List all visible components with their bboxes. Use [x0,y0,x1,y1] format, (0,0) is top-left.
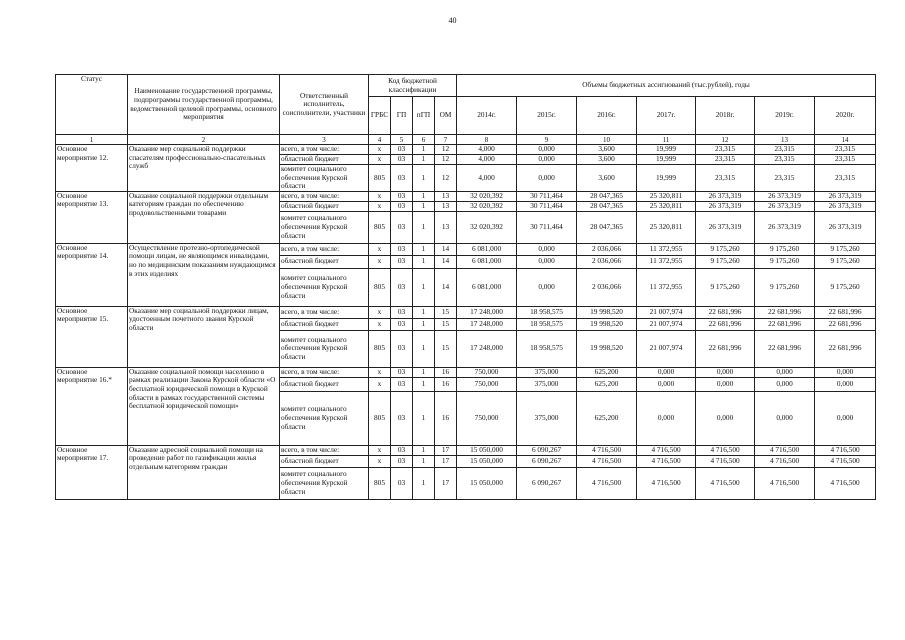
budget-value: 17 248,000 [457,318,517,330]
budget-value: 4 716,500 [637,445,696,455]
row-status: Основное мероприятие 13. [56,191,128,243]
budget-value: 3,600 [577,145,637,155]
budget-value: 19,999 [637,165,696,192]
budget-value: 17 248,000 [457,306,517,318]
code-om: 14 [435,268,457,306]
header-grbs: ГРБС [369,97,391,135]
budget-value: 0,000 [517,243,577,255]
code-om: 15 [435,318,457,330]
budget-value: 9 175,260 [815,268,876,306]
row-activity-name: Оказание социальной помощи населению в рамках реализации Закона Курской области «О бесплатной юридической помощи в Курской области в рамках государственной системы бесплатной юридической помощи» [128,367,280,445]
code-pgp: 1 [413,330,435,367]
code-grbs: х [369,377,391,391]
row-funding-source: всего, в том числе: [280,306,369,318]
budget-value: 11 372,955 [637,243,696,255]
budget-value: 625,200 [577,391,637,445]
budget-value: 0,000 [815,377,876,391]
code-pgp: 1 [413,201,435,211]
budget-value: 18 958,575 [517,330,577,367]
budget-value: 30 711,464 [517,191,577,201]
row-funding-source: комитет социального обеспечения Курской области [280,165,369,192]
code-om: 13 [435,211,457,243]
budget-value: 2 036,066 [577,243,637,255]
budget-value: 26 373,319 [755,211,815,243]
budget-value: 22 681,996 [696,330,755,367]
budget-value: 4,000 [457,155,517,165]
budget-value: 0,000 [815,367,876,377]
budget-value: 0,000 [815,391,876,445]
budget-value: 6 081,000 [457,268,517,306]
budget-value: 375,000 [517,367,577,377]
code-om: 17 [435,445,457,455]
row-funding-source: областной бюджет [280,155,369,165]
code-pgp: 1 [413,318,435,330]
code-gp: 03 [391,377,413,391]
code-gp: 03 [391,145,413,155]
code-grbs: 805 [369,165,391,192]
code-pgp: 1 [413,268,435,306]
budget-value: 2 036,066 [577,268,637,306]
code-om: 15 [435,306,457,318]
code-gp: 03 [391,243,413,255]
budget-value: 28 047,365 [577,211,637,243]
page-number: 40 [448,16,457,25]
budget-value: 32 020,392 [457,211,517,243]
row-funding-source: комитет социального обеспечения Курской области [280,211,369,243]
row-status: Основное мероприятие 16.* [56,367,128,445]
code-gp: 03 [391,155,413,165]
row-activity-name: Оказание адресной социальной помощи на проведение работ по газификации жилья отдельным категориям граждан [128,445,280,499]
code-pgp: 1 [413,467,435,499]
header-year: 2015г. [517,97,577,135]
budget-value: 25 320,811 [637,191,696,201]
budget-value: 15 050,000 [457,467,517,499]
code-pgp: 1 [413,391,435,445]
budget-value: 11 372,955 [637,268,696,306]
budget-value: 375,000 [517,377,577,391]
code-om: 14 [435,255,457,268]
row-funding-source: областной бюджет [280,455,369,467]
code-pgp: 1 [413,145,435,155]
budget-value: 4 716,500 [815,445,876,455]
row-funding-source: комитет социального обеспечения Курской области [280,467,369,499]
code-pgp: 1 [413,306,435,318]
row-status: Основное мероприятие 15. [56,306,128,367]
column-number: 7 [435,135,457,145]
code-grbs: х [369,243,391,255]
header-year: 2017г. [637,97,696,135]
code-om: 16 [435,377,457,391]
budget-value: 9 175,260 [755,243,815,255]
budget-value: 625,200 [577,367,637,377]
row-activity-name: Осуществление протезно-ортопедической помощи лицам, не являющимся инвалидами, но по медицинским показаниям нуждающимся в этих изделиях [128,243,280,306]
budget-value: 0,000 [696,367,755,377]
budget-value: 4 716,500 [577,455,637,467]
budget-value: 0,000 [517,145,577,155]
budget-value: 625,200 [577,377,637,391]
row-funding-source: всего, в том числе: [280,445,369,455]
code-om: 15 [435,330,457,367]
code-grbs: 805 [369,467,391,499]
budget-value: 22 681,996 [696,306,755,318]
code-om: 12 [435,145,457,155]
code-grbs: х [369,155,391,165]
code-gp: 03 [391,330,413,367]
code-gp: 03 [391,318,413,330]
row-funding-source: комитет социального обеспечения Курской области [280,268,369,306]
row-funding-source: всего, в том числе: [280,145,369,155]
column-number: 4 [369,135,391,145]
budget-value: 0,000 [517,155,577,165]
budget-value: 4 716,500 [577,445,637,455]
budget-value: 21 007,974 [637,318,696,330]
budget-value: 21 007,974 [637,330,696,367]
code-pgp: 1 [413,377,435,391]
budget-value: 6 090,267 [517,467,577,499]
row-funding-source: областной бюджет [280,377,369,391]
budget-value: 19,999 [637,145,696,155]
budget-value: 23,315 [815,165,876,192]
budget-value: 750,000 [457,391,517,445]
budget-value: 0,000 [755,377,815,391]
header-volumes: Объемы бюджетных ассигнований (тыс.рублей), годы [457,75,876,97]
code-om: 16 [435,391,457,445]
budget-value: 15 050,000 [457,455,517,467]
row-activity-name: Оказание мер социальной поддержки спасателям профессионально-спасательных служб [128,145,280,192]
table-row [56,191,876,201]
column-number: 3 [280,135,369,145]
header-name: Наименование государственной программы, подпрограммы государственной программы, ведомственной целевой программы, основного мероприятия [128,75,280,135]
code-pgp: 1 [413,155,435,165]
budget-value: 18 958,575 [517,306,577,318]
budget-value: 4,000 [457,145,517,155]
budget-value: 9 175,260 [755,255,815,268]
header-gp: ГП [391,97,413,135]
budget-value: 4 716,500 [815,467,876,499]
column-number: 13 [755,135,815,145]
budget-value: 750,000 [457,367,517,377]
budget-value: 9 175,260 [696,243,755,255]
budget-value: 4 716,500 [755,455,815,467]
code-gp: 03 [391,191,413,201]
header-year: 2016г. [577,97,637,135]
budget-value: 23,315 [755,165,815,192]
budget-value: 6 090,267 [517,445,577,455]
budget-table [55,74,876,500]
column-number: 8 [457,135,517,145]
code-om: 17 [435,455,457,467]
code-grbs: х [369,255,391,268]
column-number: 11 [637,135,696,145]
budget-value: 19 998,520 [577,318,637,330]
budget-value: 23,315 [755,155,815,165]
budget-value: 25 320,811 [637,211,696,243]
budget-value: 9 175,260 [696,268,755,306]
code-grbs: х [369,306,391,318]
header-pgp: пГП [413,97,435,135]
code-pgp: 1 [413,191,435,201]
budget-value: 0,000 [755,367,815,377]
budget-value: 17 248,000 [457,330,517,367]
code-grbs: 805 [369,391,391,445]
budget-value: 23,315 [815,155,876,165]
code-grbs: 805 [369,268,391,306]
code-grbs: х [369,367,391,377]
budget-value: 22 681,996 [696,318,755,330]
header-budget-code: Код бюджетной классификации [369,75,457,97]
row-funding-source: комитет социального обеспечения Курской области [280,330,369,367]
budget-value: 4 716,500 [696,467,755,499]
budget-value: 0,000 [696,391,755,445]
budget-value: 6 090,267 [517,455,577,467]
budget-value: 28 047,365 [577,191,637,201]
table-row [56,145,876,155]
column-number-row [56,135,876,145]
code-gp: 03 [391,268,413,306]
row-funding-source: всего, в том числе: [280,191,369,201]
budget-value: 21 007,974 [637,306,696,318]
budget-value: 32 020,392 [457,191,517,201]
code-pgp: 1 [413,455,435,467]
code-gp: 03 [391,455,413,467]
budget-value: 4,000 [457,165,517,192]
code-om: 16 [435,367,457,377]
budget-value: 22 681,996 [815,306,876,318]
row-status: Основное мероприятие 12. [56,145,128,192]
table-row [56,306,876,318]
budget-value: 23,315 [696,165,755,192]
budget-value: 22 681,996 [755,306,815,318]
budget-value: 30 711,464 [517,211,577,243]
code-gp: 03 [391,255,413,268]
budget-value: 2 036,066 [577,255,637,268]
budget-value: 0,000 [637,377,696,391]
row-activity-name: Оказание мер социальной поддержки лицам, удостоенным почетного звания Курской области [128,306,280,367]
budget-value: 9 175,260 [755,268,815,306]
header-om: ОМ [435,97,457,135]
code-gp: 03 [391,165,413,192]
code-gp: 03 [391,467,413,499]
code-grbs: х [369,191,391,201]
code-om: 13 [435,201,457,211]
code-grbs: х [369,445,391,455]
budget-value: 22 681,996 [755,330,815,367]
row-funding-source: комитет социального обеспечения Курской области [280,391,369,445]
header-year: 2014г. [457,97,517,135]
budget-value: 4 716,500 [696,445,755,455]
budget-value: 26 373,319 [696,191,755,201]
budget-value: 19 998,520 [577,330,637,367]
column-number: 5 [391,135,413,145]
budget-value: 375,000 [517,391,577,445]
code-gp: 03 [391,391,413,445]
budget-value: 4 716,500 [637,455,696,467]
code-gp: 03 [391,211,413,243]
budget-value: 9 175,260 [815,255,876,268]
budget-value: 28 047,365 [577,201,637,211]
budget-value: 25 320,811 [637,201,696,211]
column-number: 9 [517,135,577,145]
header-year: 2018г. [696,97,755,135]
code-gp: 03 [391,306,413,318]
budget-value: 23,315 [696,155,755,165]
budget-value: 26 373,319 [815,211,876,243]
budget-value: 22 681,996 [755,318,815,330]
budget-value: 26 373,319 [755,201,815,211]
code-pgp: 1 [413,255,435,268]
row-funding-source: областной бюджет [280,201,369,211]
code-grbs: 805 [369,330,391,367]
code-grbs: х [369,201,391,211]
column-number: 2 [128,135,280,145]
code-grbs: х [369,318,391,330]
budget-value: 0,000 [696,377,755,391]
code-grbs: х [369,455,391,467]
table-row [56,367,876,377]
code-gp: 03 [391,367,413,377]
budget-value: 4 716,500 [755,467,815,499]
budget-value: 6 081,000 [457,255,517,268]
code-om: 12 [435,155,457,165]
budget-value: 0,000 [637,367,696,377]
row-activity-name: Оказание социальной поддержки отдельным категориям граждан по обеспечению продовольственными товарами [128,191,280,243]
budget-value: 0,000 [517,165,577,192]
budget-value: 6 081,000 [457,243,517,255]
budget-value: 26 373,319 [696,211,755,243]
budget-value: 4 716,500 [815,455,876,467]
header-status: Статус [56,75,128,135]
column-number: 10 [577,135,637,145]
row-funding-source: всего, в том числе: [280,367,369,377]
budget-value: 4 716,500 [577,467,637,499]
table-row [56,445,876,455]
budget-value: 4 716,500 [637,467,696,499]
budget-value: 3,600 [577,165,637,192]
budget-value: 0,000 [517,268,577,306]
budget-value: 30 711,464 [517,201,577,211]
code-pgp: 1 [413,367,435,377]
row-funding-source: областной бюджет [280,255,369,268]
code-om: 13 [435,191,457,201]
code-pgp: 1 [413,243,435,255]
row-status: Основное мероприятие 14. [56,243,128,306]
row-funding-source: всего, в том числе: [280,243,369,255]
budget-value: 32 020,392 [457,201,517,211]
budget-value: 11 372,955 [637,255,696,268]
budget-value: 22 681,996 [815,318,876,330]
budget-value: 26 373,319 [696,201,755,211]
code-grbs: 805 [369,211,391,243]
code-om: 12 [435,165,457,192]
budget-value: 23,315 [815,145,876,155]
code-om: 14 [435,243,457,255]
budget-value: 19,999 [637,155,696,165]
row-funding-source: областной бюджет [280,318,369,330]
code-pgp: 1 [413,211,435,243]
budget-value: 9 175,260 [815,243,876,255]
column-number: 6 [413,135,435,145]
budget-value: 4 716,500 [696,455,755,467]
header-year: 2019г. [755,97,815,135]
table-row [56,243,876,255]
budget-value: 19 998,520 [577,306,637,318]
code-grbs: х [369,145,391,155]
budget-value: 0,000 [637,391,696,445]
code-pgp: 1 [413,165,435,192]
row-status: Основное мероприятие 17. [56,445,128,499]
budget-value: 9 175,260 [696,255,755,268]
budget-value: 15 050,000 [457,445,517,455]
budget-value: 22 681,996 [815,330,876,367]
code-om: 17 [435,467,457,499]
column-number: 12 [696,135,755,145]
header-executor: Ответственный исполнитель, соисполнители, участники [280,75,369,135]
header-year: 2020г. [815,97,876,135]
budget-value: 4 716,500 [755,445,815,455]
budget-value: 26 373,319 [815,191,876,201]
column-number: 1 [56,135,128,145]
budget-value: 23,315 [755,145,815,155]
budget-value: 0,000 [517,255,577,268]
code-gp: 03 [391,201,413,211]
budget-value: 3,600 [577,155,637,165]
code-gp: 03 [391,445,413,455]
budget-value: 23,315 [696,145,755,155]
budget-value: 750,000 [457,377,517,391]
budget-value: 26 373,319 [755,191,815,201]
budget-value: 0,000 [755,391,815,445]
budget-value: 26 373,319 [815,201,876,211]
column-number: 14 [815,135,876,145]
budget-value: 18 958,575 [517,318,577,330]
code-pgp: 1 [413,445,435,455]
